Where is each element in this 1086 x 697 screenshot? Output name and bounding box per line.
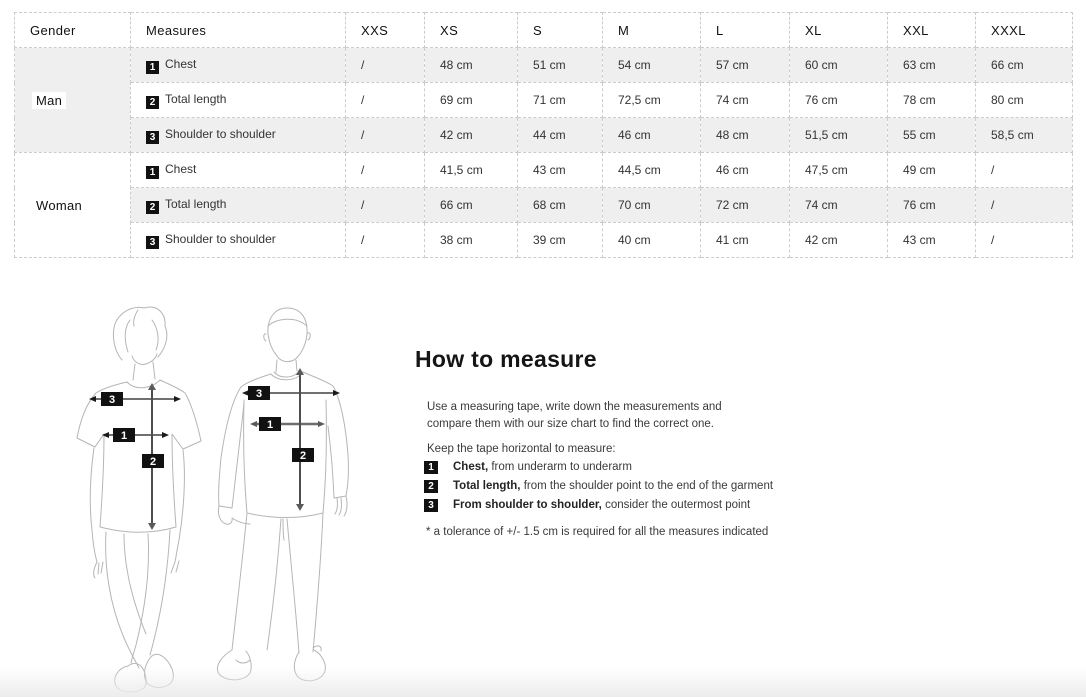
value-cell: / xyxy=(346,83,425,118)
value-cell: 43 cm xyxy=(518,153,603,188)
man-badge-shoulder xyxy=(248,386,270,400)
value-cell: 44 cm xyxy=(518,118,603,153)
value-cell: 70 cm xyxy=(603,188,701,223)
woman-figure xyxy=(77,307,201,692)
value-cell: 51,5 cm xyxy=(790,118,888,153)
measure-cell xyxy=(131,118,346,153)
measure-cell xyxy=(131,223,346,258)
value-cell: / xyxy=(976,188,1073,223)
value-cell: 71 cm xyxy=(518,83,603,118)
value-cell: 63 cm xyxy=(888,48,976,83)
woman-badge-shoulder xyxy=(101,392,123,406)
value-cell: 42 cm xyxy=(790,223,888,258)
step-text: From shoulder to shoulder, consider the outermost point xyxy=(453,499,751,512)
measure-label: Chest xyxy=(165,161,197,176)
woman-badge-chest xyxy=(113,428,135,442)
table-row xyxy=(15,83,1073,118)
how-to-measure-title: How to measure xyxy=(415,346,597,372)
value-cell: 76 cm xyxy=(790,83,888,118)
value-cell: 68 cm xyxy=(518,188,603,223)
column-header-xxs: XXS xyxy=(346,13,425,48)
value-cell: 72 cm xyxy=(701,188,790,223)
measure-cell xyxy=(131,48,346,83)
measure-cell xyxy=(131,153,346,188)
value-cell: 41 cm xyxy=(701,223,790,258)
step-number-badge: 3 xyxy=(424,499,438,512)
how-to-measure-intro: Use a measuring tape, write down the measurements and compare them with our size chart to find the correct one. xyxy=(427,401,722,430)
table-row xyxy=(15,153,1073,188)
measure-cell xyxy=(131,83,346,118)
column-header-s: S xyxy=(518,13,603,48)
measure-number-badge: 3 xyxy=(146,131,159,144)
step-text: Chest, from underarm to underarm xyxy=(453,461,632,474)
step-number-badge: 1 xyxy=(424,461,438,474)
size-chart-section xyxy=(14,12,1073,258)
value-cell: 46 cm xyxy=(701,153,790,188)
column-header-xs: XS xyxy=(425,13,518,48)
measure-number-badge: 3 xyxy=(146,236,159,249)
value-cell: 42 cm xyxy=(425,118,518,153)
measure-cell xyxy=(131,188,346,223)
how-to-measure-steps xyxy=(424,461,835,512)
man-badge-chest-label: 1 xyxy=(266,419,274,431)
man-badge-length-label: 2 xyxy=(299,450,307,462)
man-badge-shoulder-label: 3 xyxy=(255,388,263,400)
column-header-measures: Measures xyxy=(131,13,346,48)
value-cell: 49 cm xyxy=(888,153,976,188)
value-cell: 51 cm xyxy=(518,48,603,83)
value-cell: / xyxy=(346,188,425,223)
value-cell: / xyxy=(976,223,1073,258)
table-row xyxy=(15,118,1073,153)
man-badge-length xyxy=(292,448,314,462)
step-text: Total length, from the shoulder point to the end of the garment xyxy=(453,480,774,493)
how-to-measure-section xyxy=(415,300,835,538)
value-cell: 48 cm xyxy=(701,118,790,153)
value-cell: 40 cm xyxy=(603,223,701,258)
measure-label: Chest xyxy=(165,56,197,71)
value-cell: 72,5 cm xyxy=(603,83,701,118)
value-cell: / xyxy=(976,153,1073,188)
woman-badge-length-label: 2 xyxy=(149,456,157,468)
measure-label: Shoulder to shoulder xyxy=(165,126,276,141)
woman-badge-chest-label: 1 xyxy=(120,430,128,442)
size-chart-table xyxy=(14,12,1073,258)
measure-step xyxy=(424,480,835,493)
value-cell: 43 cm xyxy=(888,223,976,258)
value-cell: 55 cm xyxy=(888,118,976,153)
column-header-m: M xyxy=(603,13,701,48)
woman-measure-arrows xyxy=(89,383,181,530)
column-header-xl: XL xyxy=(790,13,888,48)
measure-number-badge: 2 xyxy=(146,96,159,109)
woman-badge-shoulder-label: 3 xyxy=(108,394,116,406)
man-figure xyxy=(217,308,348,681)
value-cell: / xyxy=(346,153,425,188)
value-cell: 69 cm xyxy=(425,83,518,118)
value-cell: 54 cm xyxy=(603,48,701,83)
step-number-badge: 2 xyxy=(424,480,438,493)
value-cell: 74 cm xyxy=(790,188,888,223)
measurement-figures-illustration xyxy=(0,300,410,697)
gender-label: Man xyxy=(32,92,66,109)
value-cell: 58,5 cm xyxy=(976,118,1073,153)
man-measure-arrows xyxy=(242,368,340,511)
value-cell: 80 cm xyxy=(976,83,1073,118)
value-cell: 47,5 cm xyxy=(790,153,888,188)
value-cell: 38 cm xyxy=(425,223,518,258)
value-cell: 39 cm xyxy=(518,223,603,258)
table-row xyxy=(15,48,1073,83)
measure-label: Total length xyxy=(165,196,227,211)
value-cell: 66 cm xyxy=(425,188,518,223)
value-cell: 78 cm xyxy=(888,83,976,118)
table-row xyxy=(15,188,1073,223)
value-cell: / xyxy=(346,118,425,153)
gender-label: Woman xyxy=(32,197,86,214)
value-cell: / xyxy=(346,48,425,83)
how-to-measure-subtitle: Keep the tape horizontal to measure: xyxy=(427,443,616,456)
measure-label: Shoulder to shoulder xyxy=(165,231,276,246)
measure-number-badge: 2 xyxy=(146,201,159,214)
column-header-xxxl: XXXL xyxy=(976,13,1073,48)
gender-cell-woman xyxy=(15,153,131,258)
measure-step xyxy=(424,461,835,474)
measure-number-badge: 1 xyxy=(146,61,159,74)
value-cell: 41,5 cm xyxy=(425,153,518,188)
man-badge-chest xyxy=(259,417,281,431)
value-cell: / xyxy=(346,223,425,258)
measure-number-badge: 1 xyxy=(146,166,159,179)
value-cell: 57 cm xyxy=(701,48,790,83)
value-cell: 74 cm xyxy=(701,83,790,118)
value-cell: 46 cm xyxy=(603,118,701,153)
value-cell: 76 cm xyxy=(888,188,976,223)
measure-step xyxy=(424,499,835,512)
size-chart-header-row xyxy=(15,13,1073,48)
woman-badge-length xyxy=(142,454,164,468)
column-header-xxl: XXL xyxy=(888,13,976,48)
gender-cell-man xyxy=(15,48,131,153)
table-row xyxy=(15,223,1073,258)
value-cell: 48 cm xyxy=(425,48,518,83)
column-header-l: L xyxy=(701,13,790,48)
value-cell: 60 cm xyxy=(790,48,888,83)
measure-label: Total length xyxy=(165,91,227,106)
column-header-gender: Gender xyxy=(15,13,131,48)
value-cell: 66 cm xyxy=(976,48,1073,83)
tolerance-note: * a tolerance of +/- 1.5 cm is required for all the measures indicated xyxy=(426,526,769,539)
value-cell: 44,5 cm xyxy=(603,153,701,188)
